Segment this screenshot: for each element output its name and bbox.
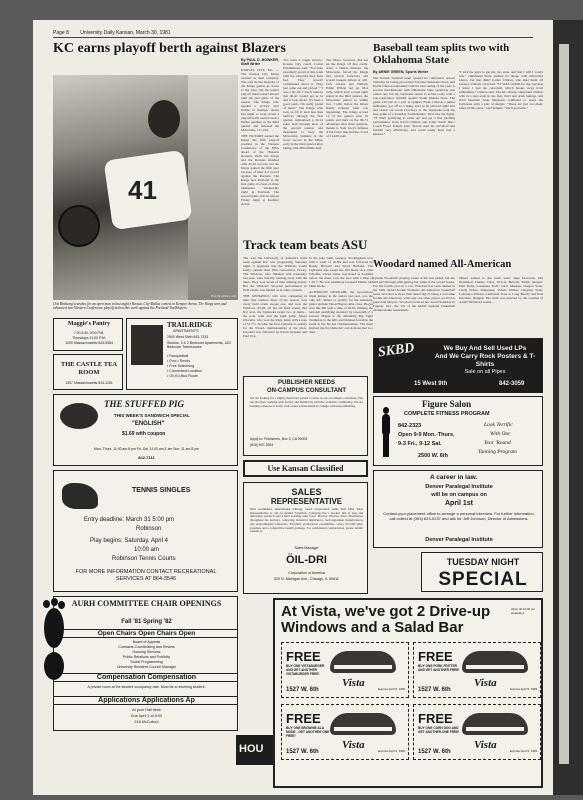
sales-address: 520 N. Michigan Ave., Chicago, IL 60611 bbox=[274, 577, 339, 581]
tennis-entry-place: Robinson bbox=[136, 526, 162, 532]
folio-line bbox=[53, 30, 533, 38]
stuffed-pig-ad bbox=[53, 394, 238, 466]
trailridge-feature-2: • Pool • Tennis bbox=[167, 359, 191, 363]
aurh-list-1: Contracts Coordinating and Review bbox=[118, 645, 175, 649]
denver-body: Contact your placement office to arrange a personal interview. For further information, call collect at (303) 623-0237 and ask for Jeff Johnson, Director of Admissions. bbox=[383, 511, 535, 521]
tuesday-special-ad bbox=[421, 552, 543, 592]
vista-logo: Vista bbox=[474, 739, 497, 751]
coupon-text: BUY ONE CORN DOG AND GET ANOTHER ONE FREE! bbox=[418, 726, 460, 734]
silhouette-icon bbox=[380, 407, 392, 459]
aurh-list-3: Public Relations and Publicity bbox=[122, 655, 171, 659]
castle-title: THE CASTLE TEA ROOM bbox=[60, 361, 118, 376]
vista-coupon-2[interactable] bbox=[413, 642, 541, 698]
aurh-contact: 218 McCollum bbox=[134, 720, 159, 724]
denver-line-2: will be on campus on bbox=[431, 492, 487, 498]
coupon-expiry: Expires April 5, 1981 bbox=[510, 687, 538, 691]
figure-sub: COMPLETE FITNESS PROGRAM bbox=[404, 411, 490, 417]
aurh-openings: Open Chairs Open Chairs Open bbox=[54, 629, 238, 638]
classified-title: Use Kansan Classified bbox=[267, 464, 344, 473]
coupon-expiry: Expires April 5, 1981 bbox=[510, 749, 538, 753]
kc-headline: KC earns playoff berth against Blazers bbox=[53, 41, 286, 56]
track-column-2 bbox=[309, 256, 373, 372]
sales-contact: Sales Manager bbox=[294, 546, 319, 550]
track-column-1 bbox=[243, 256, 307, 372]
track-body-2: THE JAYHAWKS, who were competing in their first outdoor meet of the season, won every field event except one, and took the Wildcats, 93-63. Of the six field events that KU won, the Jayhawks swept two of them—the pole vault and the high jump. Sanya Owolabi, who won the triple jump with a leap of 51-7½, became the first Jayhawk to qualify for the NCAA championships at the meet. Owolabi was followed by Kevin Graham and Paul Tow. bbox=[243, 294, 307, 338]
track-body-4: ALTHOUGH OWOLABI, the second-best triple jumper in the nation last year, was the only KU athlete to qualify for the nationals, junior sprinter Deon Hogan came close. Hogan won the 400 with a time of 46.61, missing the national qualifying standard by one-tenth of a second. Hogan is the defending Big Eight champion in the 400, and finished fourth in the event at the NCAA championships. The meet marked the first time KU and Arizona met in a dual. bbox=[309, 290, 373, 334]
maggies-line-2: Thursdays 11:00 P.M. bbox=[72, 336, 106, 340]
figure-phone: 842-2323 bbox=[398, 423, 422, 429]
trailridge-feature-4: • Convenient Location bbox=[167, 369, 203, 373]
kc-body-2: THE VICTORY earned the Kings the fifth playoff position in the Western Conference of the NBA ahead of the Houston Rockets. Both the Kings and the Rockets finished with 40-42 records, but the Kings gained the fifth spot because of their 4-2 record against the Rockets. The Kings face Portland in the first game of a best-of-three miniseries Wednesday night in Portland. The second game will be played Friday night at Kemper Arena. bbox=[241, 134, 279, 206]
aurh-ad bbox=[53, 596, 238, 731]
vista-headline-1: At Vista, we've got 2 Drive-up bbox=[281, 603, 491, 620]
trailridge-subtitle: APARTMENTS bbox=[173, 329, 199, 333]
aurh-title: AURH COMMITTEE CHAIR OPENINGS bbox=[71, 599, 222, 608]
hou-text: HOU bbox=[239, 743, 264, 755]
pork-fritter-icon bbox=[462, 651, 528, 673]
stuffed-price: $1.69 with coupon bbox=[122, 431, 166, 437]
sales-body: Well established, international Chicago based Corporation seeks Full Time Sales Representative to call on Animal Scientists. Company has a product line of new and innovative products and a hard-working sales force. Practice involves direct distribution throughout the territory, contacting industrial distributors, feed ingredient manufacturers and environmental industries. Excellent promotional possibilities; salary $15,000 plus; expenses and a competitive benefit package. For confidential consideration, please submit resume to: bbox=[250, 507, 363, 534]
coupon-address: 1527 W. 6th bbox=[418, 687, 451, 693]
page-number: Page 8 bbox=[53, 30, 69, 36]
track-headline: Track team beats ASU bbox=[243, 237, 368, 252]
pig-icon bbox=[60, 403, 98, 429]
brownie-icon bbox=[330, 713, 396, 735]
denver-footer: Denver Paralegal Institute bbox=[425, 537, 493, 543]
coupon-expiry: Expires April 5, 1981 bbox=[378, 687, 406, 691]
baseball-headline: Baseball team splits two with Oklahoma State bbox=[373, 42, 510, 66]
maggies-pantry-ad bbox=[53, 318, 123, 351]
kc-body-3: "It's been a tough season," Kansas City coach Cotton Fitzsimmons said. "I've been extremely proud of this team with the adversity they have had. They haven't complained about it. They just came out and played." "I was a bit off. I and it believe that 40-41 would get us in and it took 40-42. It's been a good team. I'm really proud of them." The Kings, who took an 18-11 lead less than halfway through the first quarter, maintained a 19-14 point lead through most of the second quarter and threatened to bury the Mavericks, builders of the worst record in the NBA, early in the third quarter after taking a 69-48 halftime lead. bbox=[283, 58, 323, 150]
stuffed-special: "ENGLISH" bbox=[132, 421, 165, 427]
publisher-title: PUBLISHER NEEDS bbox=[277, 380, 335, 386]
aurh-list-4: Social Programming bbox=[130, 660, 163, 664]
vista-logo: Vista bbox=[342, 739, 365, 751]
aurh-list-0: Board of Appeals bbox=[132, 640, 161, 644]
baseball-column-1 bbox=[373, 70, 455, 255]
aurh-due: Due April 1 at 5:00 bbox=[130, 714, 163, 718]
kc-column-3 bbox=[326, 58, 368, 233]
tennis-singles-ad bbox=[53, 470, 238, 592]
kc-byline: By PAUL D. BOWKER, Staff Writer bbox=[241, 58, 279, 66]
figure-tag-3: Year 'Round bbox=[484, 440, 511, 446]
denver-title: A career in law. bbox=[430, 474, 478, 481]
coupon-free-label: FREE bbox=[286, 649, 321, 664]
maggies-line-1: 7:30 A.M.-9:00 P.M. bbox=[73, 331, 105, 335]
skbd-line-3: Sale on all Pipes bbox=[464, 369, 506, 375]
stuffed-sub: THIS WEEK'S SANDWICH SPECIAL bbox=[114, 413, 190, 418]
coupon-expiry: Expires April 5, 1981 bbox=[378, 749, 406, 753]
figure-tag-4: Tanning Program bbox=[478, 449, 517, 455]
basketball-image bbox=[58, 205, 100, 247]
vista-coupon-4[interactable] bbox=[413, 704, 541, 760]
denver-paralegal-ad bbox=[373, 470, 543, 548]
sales-rep-ad bbox=[243, 482, 368, 594]
classified-ad bbox=[243, 460, 368, 477]
coupon-free-label: FREE bbox=[286, 711, 321, 726]
sales-company-logo: ÖIL-DRI bbox=[286, 554, 327, 566]
skbd-address: 15 West 9th bbox=[414, 381, 448, 387]
track-body-3: In the pole vault, Gregory Rockingham won with a vault of 16-8¾ and was followed by Randy Howard and Steve Burland. The Jayhawks also swept the 100 meter race. Dan Schaffer, whose status was listed as doubtful before the meet, won the race with a time of 1:10.7. He was teammate Leonard Martin and Mike Ricks. bbox=[309, 256, 373, 288]
vista-hours: Open till 11:00 pm weekdays bbox=[511, 607, 536, 615]
hamburger-icon bbox=[330, 651, 396, 673]
stuffed-title: THE STUFFED PIG bbox=[104, 399, 185, 409]
sales-title-2: REPRESENTATIVE bbox=[270, 497, 343, 506]
aurh-apps: Applications Applications Ap bbox=[54, 696, 238, 705]
figure-salon-ad bbox=[373, 396, 543, 466]
coupon-text: BUY ONE PORK FRITTER AND GET ANOTHER FREE! bbox=[418, 664, 460, 672]
aurh-list-5: University Resident Council Manager bbox=[116, 665, 177, 669]
newspaper-page bbox=[33, 20, 553, 795]
tennis-play-place: Robinson Tennis Courts bbox=[112, 556, 176, 562]
denver-line-1: Denver Paralegal Institute bbox=[425, 484, 493, 490]
tuesday-title: TUESDAY NIGHT bbox=[446, 557, 520, 567]
vista-logo: Vista bbox=[342, 677, 365, 689]
baseball-body: The Kansas baseball team opened its conference season Saturday by losing pre-season favorite Oklahoma State, and Kevin Clinton responded with his best outing of the year. A second doubleheader with Oklahoma State yesterday was rained out, but the Jayhawks return to action today with a non-conference twinbill against South Dakota State. The game will start at 1 p.m. at Quigley Field. Clinton, a junior lefthander, got off to a shaky start as he allowed eight hits and struck out seven Cowboys as the Jayhawks took the first game of a Saturday doubleheader. That was the righty. "IT WAS gratifying to come out and get a fine pitching performance from Kevin Clinton and some clutch hits," Coach Floyd Temple said. "Kevin used his curveball and fastball very effectively, and could easily have had a shutout." bbox=[373, 76, 455, 136]
skbd-line-1: We Buy And Sell Used LPs bbox=[443, 345, 527, 352]
kc-column-1 bbox=[241, 58, 279, 233]
trailridge-feature-0: Studios, 1 & 2 Bedroom Apartments, 2&3 Bedroom Townhouses bbox=[167, 341, 231, 350]
kc-column-2 bbox=[283, 58, 323, 233]
publisher-sub: ON-CAMPUS CONSULTANT bbox=[266, 388, 347, 394]
figure-title: Figure Salon bbox=[422, 399, 472, 409]
coupon-free-label: FREE bbox=[418, 711, 453, 726]
woodard-body-2: Others named to the team were: Inge Donovan, Old Dominion; Denise Curry, UCLA; Beverly Smith, Oregon; Pam Kelly, Louisiana Tech; Carol Menken, Oregon State; Cindy Noble, Tennessee; Valerie Walker, Cheyney State; LaTaunya Pollard, California State at Long Beach; and Kris Kirchner, Rutgers. The team was selected by the coaches of AIAW Division I teams. bbox=[459, 276, 543, 304]
woodard-column-1 bbox=[373, 276, 455, 334]
vista-logo: Vista bbox=[474, 677, 497, 689]
aurh-sub: Fall '81 Spring '82 bbox=[121, 619, 172, 625]
maggies-line-3: 1000 Massachusetts 843-5484 bbox=[65, 341, 113, 345]
baseball-column-2 bbox=[459, 70, 543, 255]
woodard-headline: Woodard named All-American bbox=[373, 259, 512, 270]
sales-company-sub: Corporation of America bbox=[288, 571, 325, 575]
photo-caption: Otis Birdsong searches for an open man in last night's Kansas City-Dallas contest in Kemper Arena. The Kings won and advanced into Western Conference playoff action this week against the Portland Trailblazers. bbox=[53, 302, 227, 311]
tennis-play: Play begins: Saturday, April 4 bbox=[90, 538, 168, 544]
trailridge-feature-3: • Free Swimming bbox=[167, 364, 195, 368]
vista-ad bbox=[273, 598, 543, 788]
kc-body-1: KANSAS CITY, Mo. —The Kansas City Kings secured in dual company. The only de the majority of the Kings games go down to the wire, but the team's playoff status wasn't known until the last game of the season. The Kings, who needed a victory over Dallas at Kemper Arena last night to wrap down a playoff berth, earned back a Dallas opening in the third quarter and defeated the Mavericks, 111-104. bbox=[241, 68, 279, 132]
maggies-title: Maggie's Pantry bbox=[67, 321, 111, 327]
basketball-photo: 41 Bob McAllister staff bbox=[53, 75, 238, 300]
sales-title: SALES bbox=[291, 487, 322, 497]
coupon-address: 1527 W. 6th bbox=[286, 749, 319, 755]
figure-tag-2: With Our bbox=[490, 431, 511, 437]
vista-coupon-3[interactable] bbox=[281, 704, 409, 760]
trailridge-feature-1: • Racquetball bbox=[167, 354, 189, 358]
figure-tag-1: Look Terrific bbox=[484, 422, 513, 428]
kc-body-4: The Mavs, however, did not let the Kings off that easily. After a Dallas timeout, the Mavericks forced the Kings into several turnovers and scored baskets almost at will. Jack Givens and Dallas's Eddie Wilson led an 18-4 rally, which took scored eight points in the third quarter, the Mavericks pulled to within two, 71-69, before the Kings finally realized what was happening. The Kings scored 12 of the game's next 16 points and held on the 89-71 advantage after three quarters, thanks to Sam Lacy's defense at the lower line and the crowd of 11,429 sold. bbox=[326, 58, 368, 138]
trailridge-sketch bbox=[131, 325, 163, 365]
coupon-address: 1527 W. 6th bbox=[418, 749, 451, 755]
skbd-phone: 842-3059 bbox=[499, 381, 525, 387]
publisher-contact: Apply to: Publishers, Box 3, CA 90005 bbox=[250, 437, 308, 441]
photo-credit: Bob McAllister staff bbox=[211, 294, 236, 298]
scan-edge bbox=[553, 20, 583, 795]
castle-line-1: 1307 Massachusetts 843-1151 bbox=[65, 381, 113, 385]
figure-hours-1: Open 9-9 Mon.-Thurs. bbox=[398, 432, 455, 438]
trailridge-address: 2500 West Sixth 843-7333 bbox=[167, 335, 209, 339]
publisher-phone: (818) 907-2903 bbox=[250, 443, 274, 447]
aurh-comp: Compensation Compensation bbox=[54, 673, 238, 682]
coupon-free-label: FREE bbox=[418, 649, 453, 664]
tennis-play-time: 10:00 am bbox=[134, 547, 160, 553]
publisher-body: We are looking for a highly motivated person to serve as our on-campus consultant. The job involves working with faculty and familiarity with the academic community. We are seeking someone to assist with career advancement in college textbook publishing. bbox=[250, 396, 363, 408]
paper-name: University Daily Kansan, March 30, 1981 bbox=[80, 30, 171, 36]
tennis-entry: Entry deadline: March 31 5:00 pm bbox=[84, 517, 175, 523]
woodard-column-2 bbox=[459, 276, 543, 334]
tuesday-special: SPECIAL bbox=[438, 569, 528, 590]
tennis-title: TENNIS SINGLES bbox=[132, 487, 191, 494]
corn-dog-icon bbox=[462, 713, 528, 735]
aurh-note: A private room at the student occupancy rate. Must be a returning student. bbox=[87, 685, 206, 689]
coupon-text: BUY ONE VISTABURGER AND GET ANOTHER VISTABURGER FREE! bbox=[286, 664, 325, 676]
baseball-byline: By ARNIE GREEN, Sports Writer bbox=[373, 70, 429, 74]
footprint-icon bbox=[41, 602, 68, 722]
figure-address: 2500 W. 6th bbox=[418, 453, 448, 459]
castle-tea-room-ad bbox=[53, 354, 123, 390]
stuffed-footer: Mon.-Thurs. 11:00 am-8 pm Fri.-Sat. 11:00 am-1 am Sun. 11 am-8 pm bbox=[94, 447, 199, 451]
track-body-1: The way the University of Arizona's track team against KU was progressing Saturday night, it appeared that the Wildcats would easily capture their fifth consecutive victory. The Wildcats, who finished 12th nationally last year, were literally running away with the meet. They won seven of nine running events. But the Wildcats' 92-point performance in field events was fielded as in other contests. bbox=[243, 256, 307, 292]
denver-date: April 1st bbox=[444, 500, 473, 507]
skbd-ad bbox=[373, 338, 543, 393]
trailridge-ad bbox=[126, 318, 238, 390]
coupon-address: 1527 W. 6th bbox=[286, 687, 319, 693]
tennis-more: FOR MORE INFORMATION CONTACT RECREATIONAL SERVICES AT 864-3546 bbox=[75, 569, 217, 582]
baseball-body-2: "I told the guys to get me two runs, and that I will I would win." Oklahoma State slashed its lineup with bifurcated hitters, but that didn't bother Clinton, who kept them off balance with his curveball. "IT WAS GOOD for me, because I knew I had the curveball, which breaks away from lefthanders," Clinton said. The KU offense supported Clinton with two runs each in the first, third and sixth innings, and third baseman Sean Mayhook continued to spark the Jayhawks with a pair of singles. "There are just too many times in this sport," said Temple. "We'll get better." bbox=[459, 70, 543, 110]
figure-hours-2: 9-3 Fri., 9-12 Sat. bbox=[398, 441, 442, 447]
vista-coupon-1[interactable] bbox=[281, 642, 409, 698]
skbd-line-2: And We Carry Rock Posters & T-Shirts bbox=[434, 353, 536, 368]
trailridge-title: TRAILRIDGE bbox=[167, 321, 213, 329]
skbd-logo: SKBD bbox=[377, 340, 416, 361]
aurh-avail: At your Hall desk bbox=[132, 708, 161, 712]
coupon-text: BUY ONE BROWNIE ALA MODE - GET ANOTHER ONE FREE! bbox=[286, 726, 330, 738]
tennis-shoe-icon bbox=[62, 483, 98, 509]
woodard-body-1: Lynette Woodard's playing career at KU has ended, but she still isn't through with putting her name in the record books. For the fourth year in a row, Woodard has been named to the 1981 AIAW-Kodak Women's All-American basketball team. Woodard is more than deserving of being a four-time Kodak All-American, with only one other player, ex-UCLA great Ann Meyers. Woodard received her award Saturday in Eugene, Ore., the site of the AIAW national basketball championship tournament. bbox=[373, 276, 455, 312]
trailridge-feature-5: • On KU Bus Route bbox=[167, 374, 198, 378]
aurh-list-2: Housing Services bbox=[132, 650, 161, 654]
stuffed-phone: 842-7111 bbox=[138, 455, 155, 460]
publisher-ad bbox=[243, 376, 368, 456]
vista-headline-2: Windows and a Salad Bar bbox=[281, 619, 464, 636]
